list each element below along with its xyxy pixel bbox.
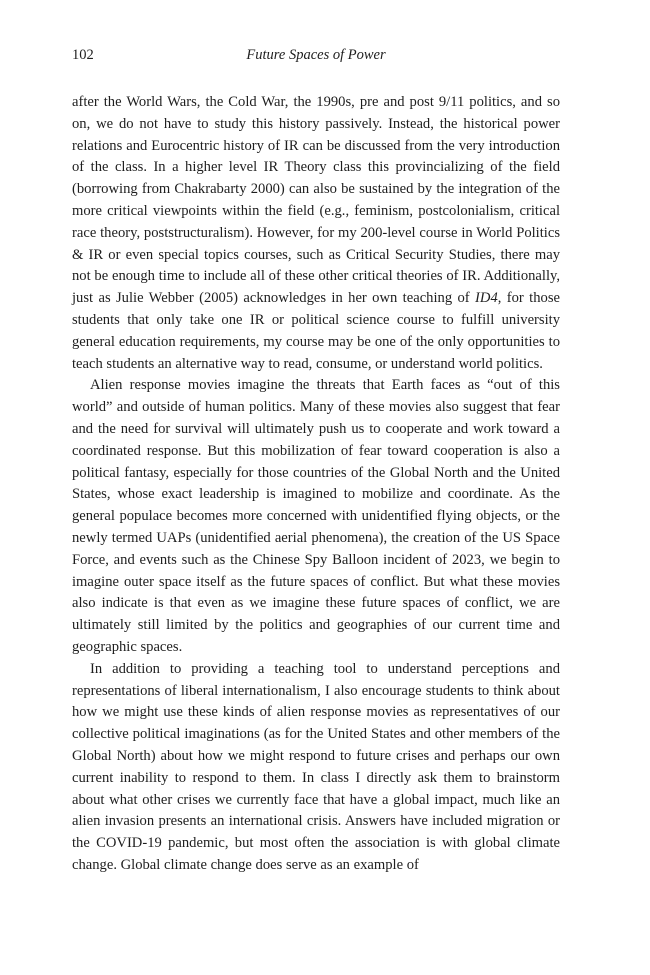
paragraph-1-text-a: after the World Wars, the Cold War, the 1990s, pre and post 9/11 politics, and so on, we do not have to study this history passively. Instead, the historical power relations and Eurocentric history of IR can be discussed from the very introduction of the class. In a higher level IR Theory class this provincializing of the field (borrowing from Chakrabarty 2000) can also be sustained by the integration of the more critical viewpoints within the field (e.g., feminism, postcolonialism, critical race theory, poststructuralism). However, for my 200-level course in World Politics & IR or even special topics courses, such as Critical Security Studies, there may not be enough time to include all of these other critical theories of IR. Additionally, just as Julie Webber (2005) acknowledges in her own teaching of [72,94,560,307]
running-title: Future Spaces of Power [246,47,386,63]
paragraph-3: In addition to providing a teaching tool to understand perceptions and representations of liberal internationalism, I also encourage students to think about how we might use these kinds of alien response movies as representatives of our collective political imaginations (as for the United States and other members of the Global North) about how we might respond to future crises and perhaps our own current inability to respond to them. In class I directly ask them to brainstorm about what other crises we currently face that have a global impact, much like an alien invasion presents an international crisis. Answers have included migration or the COVID-19 pandemic, but most often the association is with global climate change. Global climate change does serve as an example of [72,660,560,873]
paragraph-2: Alien response movies imagine the threats that Earth faces as “out of this world” and outside of human politics. Many of these movies also suggest that fear and the need for survival will ultimately push us to cooperate and work toward a coordinated response. But this mobilization of fear toward cooperation is also a political fantasy, especially for those countries of the Global North and the United States, whose exact leadership is imagined to mobilize and coordinate. As the general populace becomes more concerned with unidentified flying objects, or the newly termed UAPs (unidentified aerial phenomena), the creation of the US Space Force, and events such as the Chinese Spy Balloon incident of 2023, we begin to imagine outer space itself as the future spaces of conflict. But what these movies also indicate is that even as we imagine these future spaces of conflict, we are ultimately still limited by the politics and geographies of our current time and geographic spaces. [72,377,560,655]
body-text [72,92,560,877]
film-title-id4: ID4 [475,290,498,307]
running-head [72,44,560,66]
book-page [72,44,560,877]
paragraph-1 [72,92,560,375]
paragraph-1-text-b: , for those students that only take one IR or political science course to fulfill university general education requirements, my course may be one of the only opportunities to teach students an alternative way to read, consume, or understand world politics. [72,290,560,372]
page-number: 102 [72,47,94,63]
